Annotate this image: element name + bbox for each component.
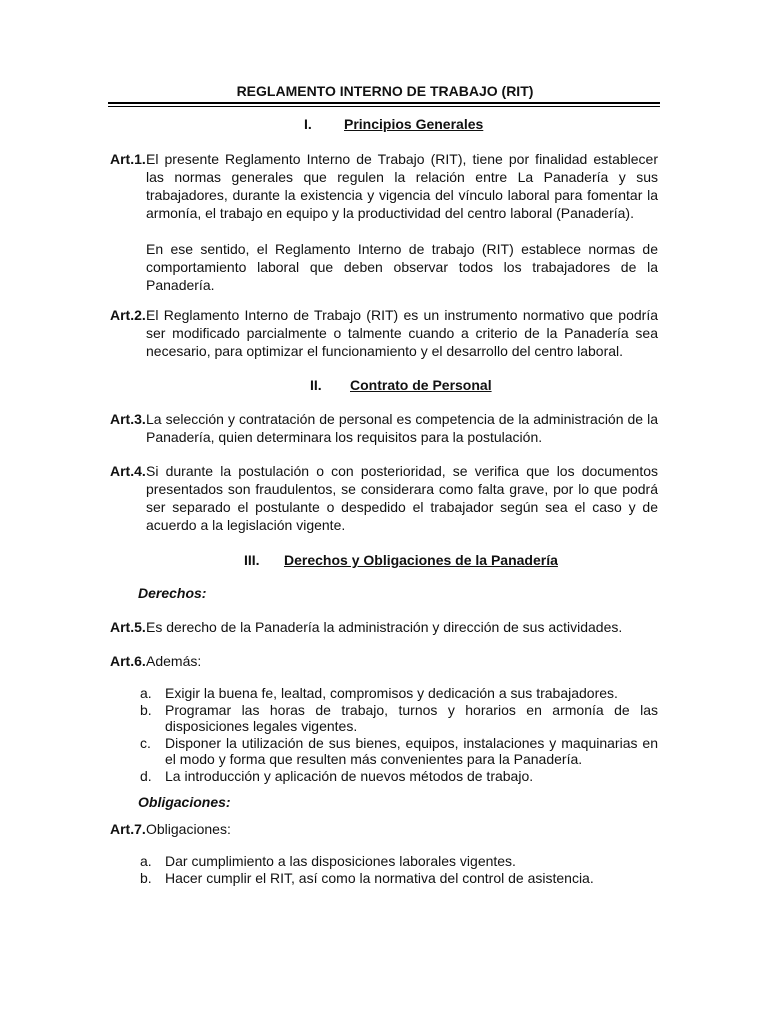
article-2	[110, 306, 658, 360]
article-label: Art.1.	[110, 151, 146, 167]
article-paragraph: El Reglamento Interno de Trabajo (RIT) es un instrumento normativo que podría ser modificado parcialmente o talmente cuando a criterio de la Panadería sea necesario, para optimizar el funcionamiento y el desarrollo del centro laboral.	[146, 307, 658, 359]
list-item	[140, 735, 658, 768]
section-heading-1	[304, 116, 483, 133]
list-marker: d.	[140, 767, 152, 784]
subheading-derechos: Derechos:	[138, 585, 207, 601]
list-item-text: Exigir la buena fe, lealtad, compromisos y dedicación a sus trabajadores.	[165, 685, 618, 701]
article-3	[110, 410, 658, 446]
section-name: Derechos y Obligaciones de la Panadería	[284, 552, 558, 568]
list-marker: a.	[140, 685, 152, 701]
section-number: II.	[310, 377, 322, 393]
article-label: Art.4.	[110, 463, 146, 479]
section-name: Principios Generales	[344, 116, 484, 132]
art6-list	[140, 685, 658, 784]
list-marker: c.	[140, 734, 151, 751]
section-name: Contrato de Personal	[350, 377, 492, 393]
list-item-text: Hacer cumplir el RIT, así como la normativa del control de asistencia.	[165, 869, 594, 886]
article-1	[110, 150, 658, 294]
article-paragraph: Obligaciones:	[146, 821, 231, 837]
list-item-text: La introducción y aplicación de nuevos métodos de trabajo.	[165, 767, 534, 784]
section-heading-3	[244, 552, 558, 569]
list-item	[140, 768, 658, 785]
article-paragraph: Si durante la postulación o con posterioridad, se verifica que los documentos presentados son fraudulentos, se considerara como falta grave, por lo que podrá ser separado el postulante o despedido el trabajador según sea el caso y de acuerdo a la legislación vigente.	[146, 463, 658, 533]
list-item-text: Disponer la utilización de sus bienes, equipos, instalaciones y maquinarias en el modo y forma que resulten más convenientes para la Panadería.	[165, 734, 658, 767]
article-6	[110, 652, 658, 670]
list-item	[140, 853, 658, 870]
subheading-obligaciones: Obligaciones:	[138, 794, 231, 810]
list-item-text: Dar cumplimiento a las disposiciones laborales vigentes.	[165, 853, 516, 869]
article-paragraph: El presente Reglamento Interno de Trabajo (RIT), tiene por finalidad establecer las normas generales que regulen la relación entre La Panadería y sus trabajadores, durante la existencia y vigencia del vínculo laboral para fomentar la armonía, el trabajo en equipo y la productividad del centro laboral (Panadería).	[146, 151, 658, 221]
article-5	[110, 618, 658, 636]
list-marker: b.	[140, 869, 152, 886]
article-label: Art.7.	[110, 821, 146, 837]
article-paragraph: La selección y contratación de personal es competencia de la administración de la Panadería, quien determinara los requisitos para la postulación.	[146, 411, 658, 445]
article-label: Art.6.	[110, 653, 146, 669]
title-rule-thick	[108, 102, 660, 104]
art7-list	[140, 853, 658, 886]
list-marker: b.	[140, 701, 152, 718]
article-paragraph: En ese sentido, el Reglamento Interno de trabajo (RIT) establece normas de comportamiento laboral que deben observar todos los trabajadores de la Panadería.	[146, 241, 658, 293]
article-label: Art.3.	[110, 411, 146, 427]
article-label: Art.2.	[110, 307, 146, 323]
title-rule-thin	[108, 106, 660, 107]
list-item	[140, 702, 658, 735]
list-item-text: Programar las horas de trabajo, turnos y horarios en armonía de las disposiciones legales vigentes.	[165, 701, 658, 734]
article-4	[110, 462, 658, 534]
article-paragraph: Es derecho de la Panadería la administración y dirección de sus actividades.	[146, 619, 623, 635]
document-title: REGLAMENTO INTERNO DE TRABAJO (RIT)	[236, 83, 534, 99]
list-item	[140, 685, 658, 702]
article-7	[110, 820, 658, 838]
section-number: III.	[244, 552, 260, 568]
section-heading-2	[310, 377, 492, 394]
section-number: I.	[304, 116, 312, 132]
list-marker: a.	[140, 853, 152, 869]
article-paragraph: Además:	[146, 653, 202, 669]
article-label: Art.5.	[110, 619, 146, 635]
list-item	[140, 870, 658, 887]
